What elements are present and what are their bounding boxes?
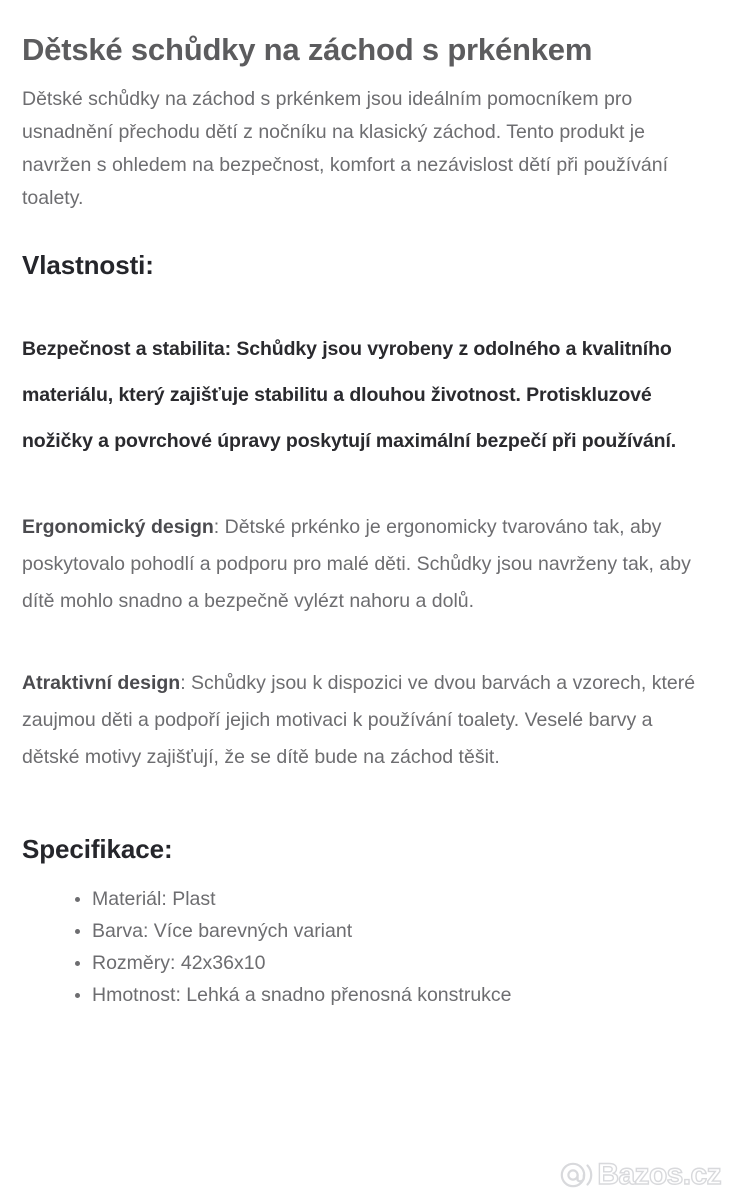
specifications-heading: Specifikace: — [22, 834, 173, 865]
list-item: Hmotnost: Lehká a snadno přenosná konstrukce — [22, 979, 709, 1011]
list-item: Rozměry: 42x36x10 — [22, 947, 709, 979]
feature-lead-attractive: Atraktivní design — [22, 671, 181, 694]
page-title: Dětské schůdky na záchod s prkénkem — [22, 32, 593, 67]
list-item: Barva: Více barevných variant — [22, 915, 709, 947]
feature-block-ergonomic — [22, 509, 709, 620]
list-item: Materiál: Plast — [22, 883, 709, 915]
specifications-list — [22, 883, 709, 1011]
watermark — [559, 1158, 721, 1192]
feature-text-ergonomic: : Dětské prkénko je ergonomicky tvarováno tak, aby poskytovalo pohodlí a podporu pro malé děti. Schůdky jsou navrženy tak, aby dítě mohlo snadno a bezpečně vylézt nahoru a dolů. — [22, 515, 691, 612]
feature-lead-ergonomic: Ergonomický design — [22, 515, 214, 538]
feature-lead-safety: Bezpečnost a stabilita: — [22, 337, 232, 360]
feature-text-attractive: : Schůdky jsou k dispozici ve dvou barvách a vzorech, které zaujmou děti a podpoří jejich motivaci k používání toalety. Veselé barvy a dětské motivy zajišťují, že se dítě bude na záchod těšit. — [22, 671, 696, 768]
at-sign-icon — [559, 1158, 593, 1192]
feature-text-safety: Schůdky jsou vyrobeny z odolného a kvalitního materiálu, který zajišťuje stabilitu a dlouhou životnost. Protiskluzové nožičky a povrchové úpravy poskytují maximální bezpečí při používání. — [22, 337, 677, 452]
watermark-label: Bazos.cz — [597, 1158, 721, 1191]
features-heading: Vlastnosti: — [22, 249, 154, 280]
feature-block-safety — [22, 326, 709, 464]
feature-block-attractive — [22, 665, 709, 776]
intro-paragraph: Dětské schůdky na záchod s prkénkem jsou ideálním pomocníkem pro usnadnění přechodu dětí z nočníku na klasický záchod. Tento produkt je navržen s ohledem na bezpečnost, komfort a nezávislost dětí při používání toalety. — [22, 87, 669, 209]
